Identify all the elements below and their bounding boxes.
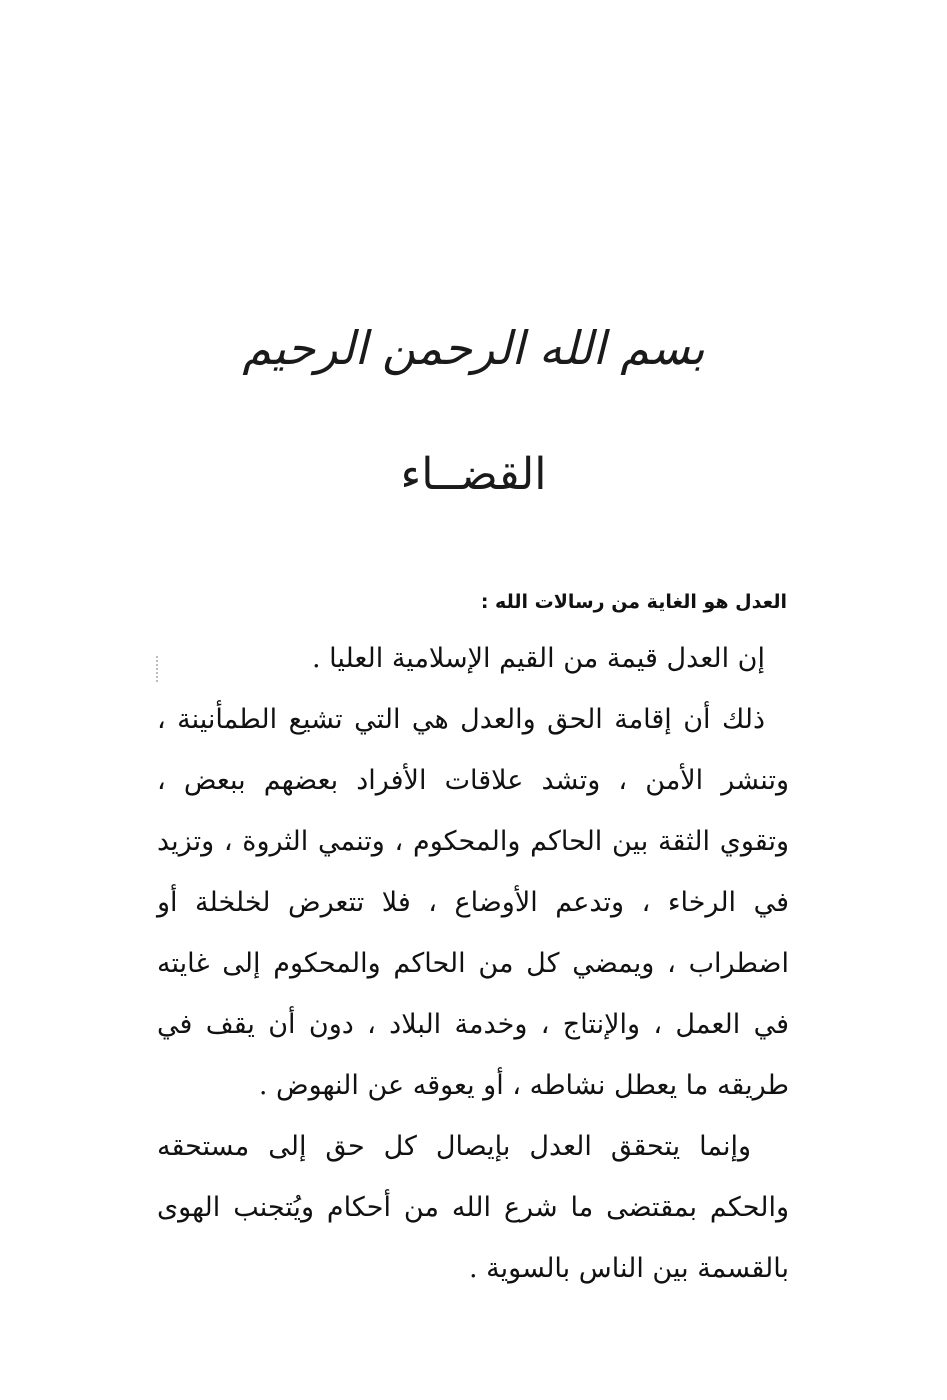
section-heading: العدل هو الغاية من رسالات الله :	[480, 591, 787, 613]
body-text	[157, 628, 789, 1299]
paragraph-2: ذلك أن إقامة الحق والعدل هي التي تشيع الطمأنينة ، وتنشر الأمن ، وتشد علاقات الأفراد بعضهم ببعض ، وتقوي الثقة بين الحاكم والمحكوم ، وتنمي الثروة ، وتزيد في الرخاء ، وتدعم الأوضاع ، فلا تتعرض لخلخلة أو اضطراب ، ويمضي كل من الحاكم والمحكوم إلى غايته في العمل ، والإنتاج ، وخدمة البلاد ، دون أن يقف في طريقه ما يعطل نشاطه ، أو يعوقه عن النهوض .	[157, 704, 789, 1101]
paragraph-1: إن العدل قيمة من القيم الإسلامية العليا .	[312, 643, 765, 674]
basmala-calligraphy: بسم الله الرحمن الرحيم	[242, 321, 705, 375]
margin-mark	[156, 656, 161, 682]
paragraph-3: وإنما يتحقق العدل بإيصال كل حق إلى مستحقه والحكم بمقتضى ما شرع الله من أحكام ويُتجنب الهوى بالقسمة بين الناس بالسوية .	[157, 1131, 789, 1284]
chapter-title: القضــاء	[400, 449, 547, 500]
